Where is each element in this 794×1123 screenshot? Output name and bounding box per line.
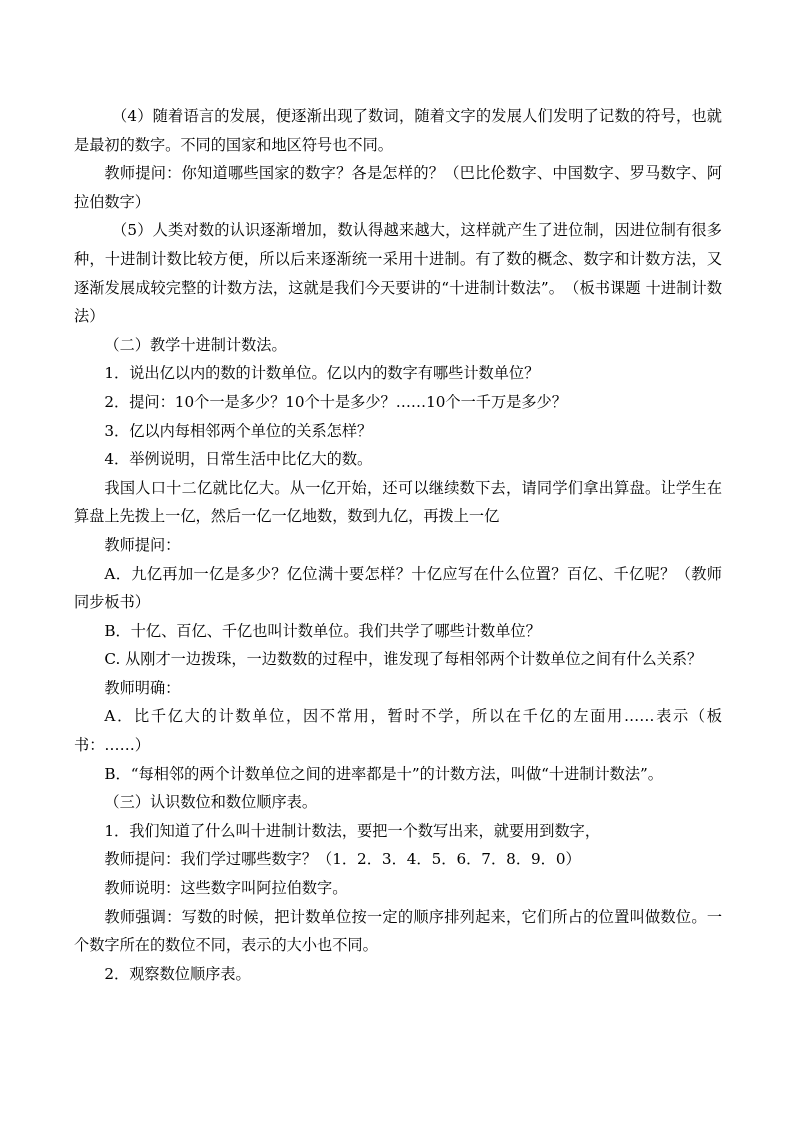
place-value-item-2: 2．观察数位顺序表。	[104, 964, 251, 983]
place-value-item-1: 1．我们知道了什么叫十进制计数法，要把一个数写出来，就要用到数字，	[104, 821, 601, 840]
list-item-1: 1．说出亿以内的数的计数单位。亿以内的数字有哪些计数单位？	[104, 364, 540, 383]
section-heading-place-value: （三）认识数位和数位顺序表。	[104, 793, 318, 812]
paragraph-teacher-explain: 教师说明：这些数字叫阿拉伯数字。	[104, 879, 348, 898]
paragraph-teacher-question-countries: 教师提问：你知道哪些国家的数字？各是怎样的？（巴比伦数字、中国数字、罗马数字、阿拉伯数字）	[74, 164, 722, 211]
paragraph-teacher-question-label: 教师提问：	[104, 535, 181, 554]
list-item-3: 3．亿以内每相邻两个单位的关系怎样？	[104, 421, 373, 440]
list-item-4: 4．举例说明，日常生活中比亿大的数。	[104, 450, 373, 469]
paragraph-teacher-question-digits: 教师提问：我们学过哪些数字？（1．2．3．4．5．6．7．8．9．0）	[104, 850, 581, 869]
section-heading-teach-decimal: （二）教学十进制计数法。	[104, 335, 287, 354]
question-item-b: B．十亿、百亿、千亿也叫计数单位。我们共学了哪些计数单位？	[104, 621, 541, 640]
paragraph-number-origin: （4）随着语言的发展，便逐渐出现了数词，随着文字的发展人们发明了记数的符号，也就是最初的数字。不同的国家和地区符号也不同。	[74, 107, 722, 154]
paragraph-teacher-clarify-label: 教师明确：	[104, 678, 181, 697]
question-item-c: C. 从刚才一边拨珠，一边数数的过程中，谁发现了每相邻两个计数单位之间有什么关系？	[104, 650, 703, 669]
clarify-item-a: A．比千亿大的计数单位，因不常用，暂时不学，所以在千亿的左面用……表示（板书：……）	[74, 707, 722, 755]
paragraph-population-example: 我国人口十二亿就比亿大。从一亿开始，还可以继续数下去，请同学们拿出算盘。让学生在算盘上先拨上一亿，然后一亿一亿地数，数到九亿，再拨上一亿	[74, 478, 722, 526]
paragraph-teacher-emphasize: 教师强调：写数的时候，把计数单位按一定的顺序排列起来，它们所占的位置叫做数位。一个数字所在的数位不同，表示的大小也不同。	[74, 907, 722, 955]
document-body	[74, 102, 722, 988]
list-item-2: 2．提问：10个一是多少？10个十是多少？……10个一千万是多少？	[104, 392, 567, 411]
clarify-item-b: B．“每相邻的两个计数单位之间的进率都是十”的计数方法，叫做“十进制计数法”。	[104, 764, 663, 783]
question-item-a: A．九亿再加一亿是多少？亿位满十要怎样？十亿应写在什么位置？百亿、千亿呢？（教师同步板书）	[74, 564, 722, 612]
paragraph-decimal-system-intro: （5）人类对数的认识逐渐增加，数认得越来越大，这样就产生了进位制，因进位制有很多种，十进制计数比较方便，所以后来逐渐统一采用十进制。有了数的概念、数字和计数方法，又逐渐发展成较完整的计数方法，这就是我们今天要讲的“十进制计数法”。 （板书课题 十进制计数法）	[74, 221, 722, 326]
